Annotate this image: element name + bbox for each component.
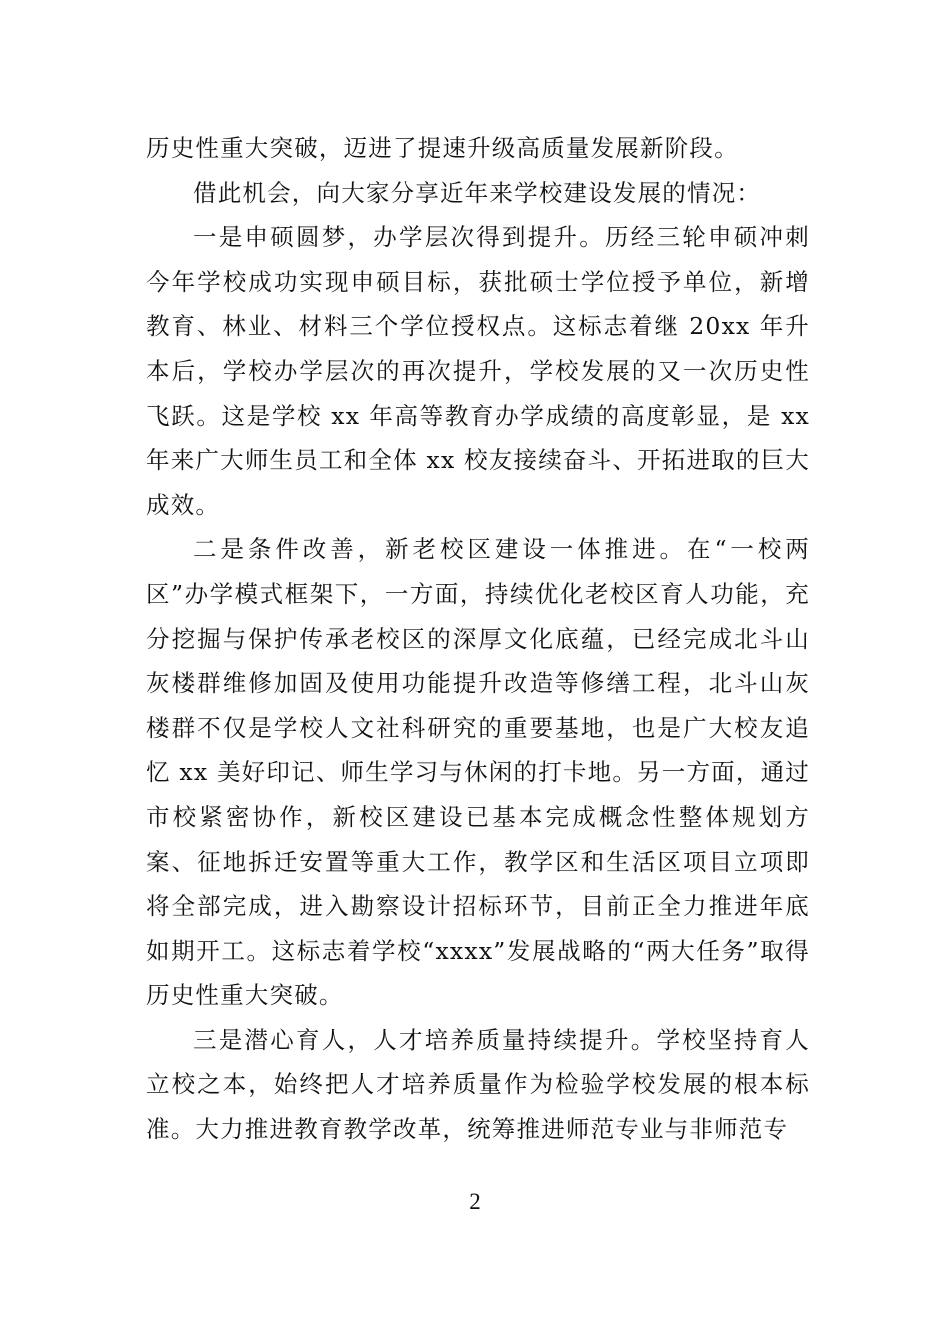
paragraph-campus-construction: 二是条件改善，新老校区建设一体推进。在“一校两区”办学模式框架下，一方面，持续优化老校区育人功能，充分挖掘与保护传承老校区的深厚文化底蕴，已经完成北斗山灰楼群维修加固及使用功能提升改造等修缮工程，北斗山灰楼群不仅是学校人文社科研究的重要基地，也是广大校友追忆 xx 美好印记、师生学习与休闲的打卡地。另一方面，通过市校紧密协作，新校区建设已基本完成概念性整体规划方案、征地拆迁安置等重大工作，教学区和生活区项目立项即将全部完成，进入勘察设计招标环节，目前正全力推进年底如期开工。这标志着学校“xxxx”发展战略的“两大任务”取得历史性重大突破。 [146, 535, 810, 1010]
paragraph-talent-cultivation: 三是潜心育人，人才培养质量持续提升。学校坚持育人立校之本，始终把人才培养质量作为检验学校发展的根本标准。大力推进教育教学改革，统筹推进师范专业与非师范专 [146, 1025, 810, 1144]
paragraph-continuation: 历史性重大突破，迈进了提速升级高质量发展新阶段。 [146, 134, 739, 162]
page-number: 2 [469, 1189, 481, 1214]
paragraph-degree-upgrade: 一是申硕圆梦，办学层次得到提升。历经三轮申硕冲刺今年学校成功实现申硕目标，获批硕士学位授予单位，新增教育、林业、材料三个学位授权点。这标志着继 20xx 年升本后，学校办学层次的再次提升，学校发展的又一次历史性飞跃。这是学校 xx 年高等教育办学成绩的高度彰显，是 xx 年来广大师生员工和全体 xx 校友接续奋斗、开拓进取的巨大成效。 [146, 223, 810, 519]
document-body [146, 126, 810, 1152]
paragraph-intro: 借此机会，向大家分享近年来学校建设发展的情况： [193, 178, 762, 207]
